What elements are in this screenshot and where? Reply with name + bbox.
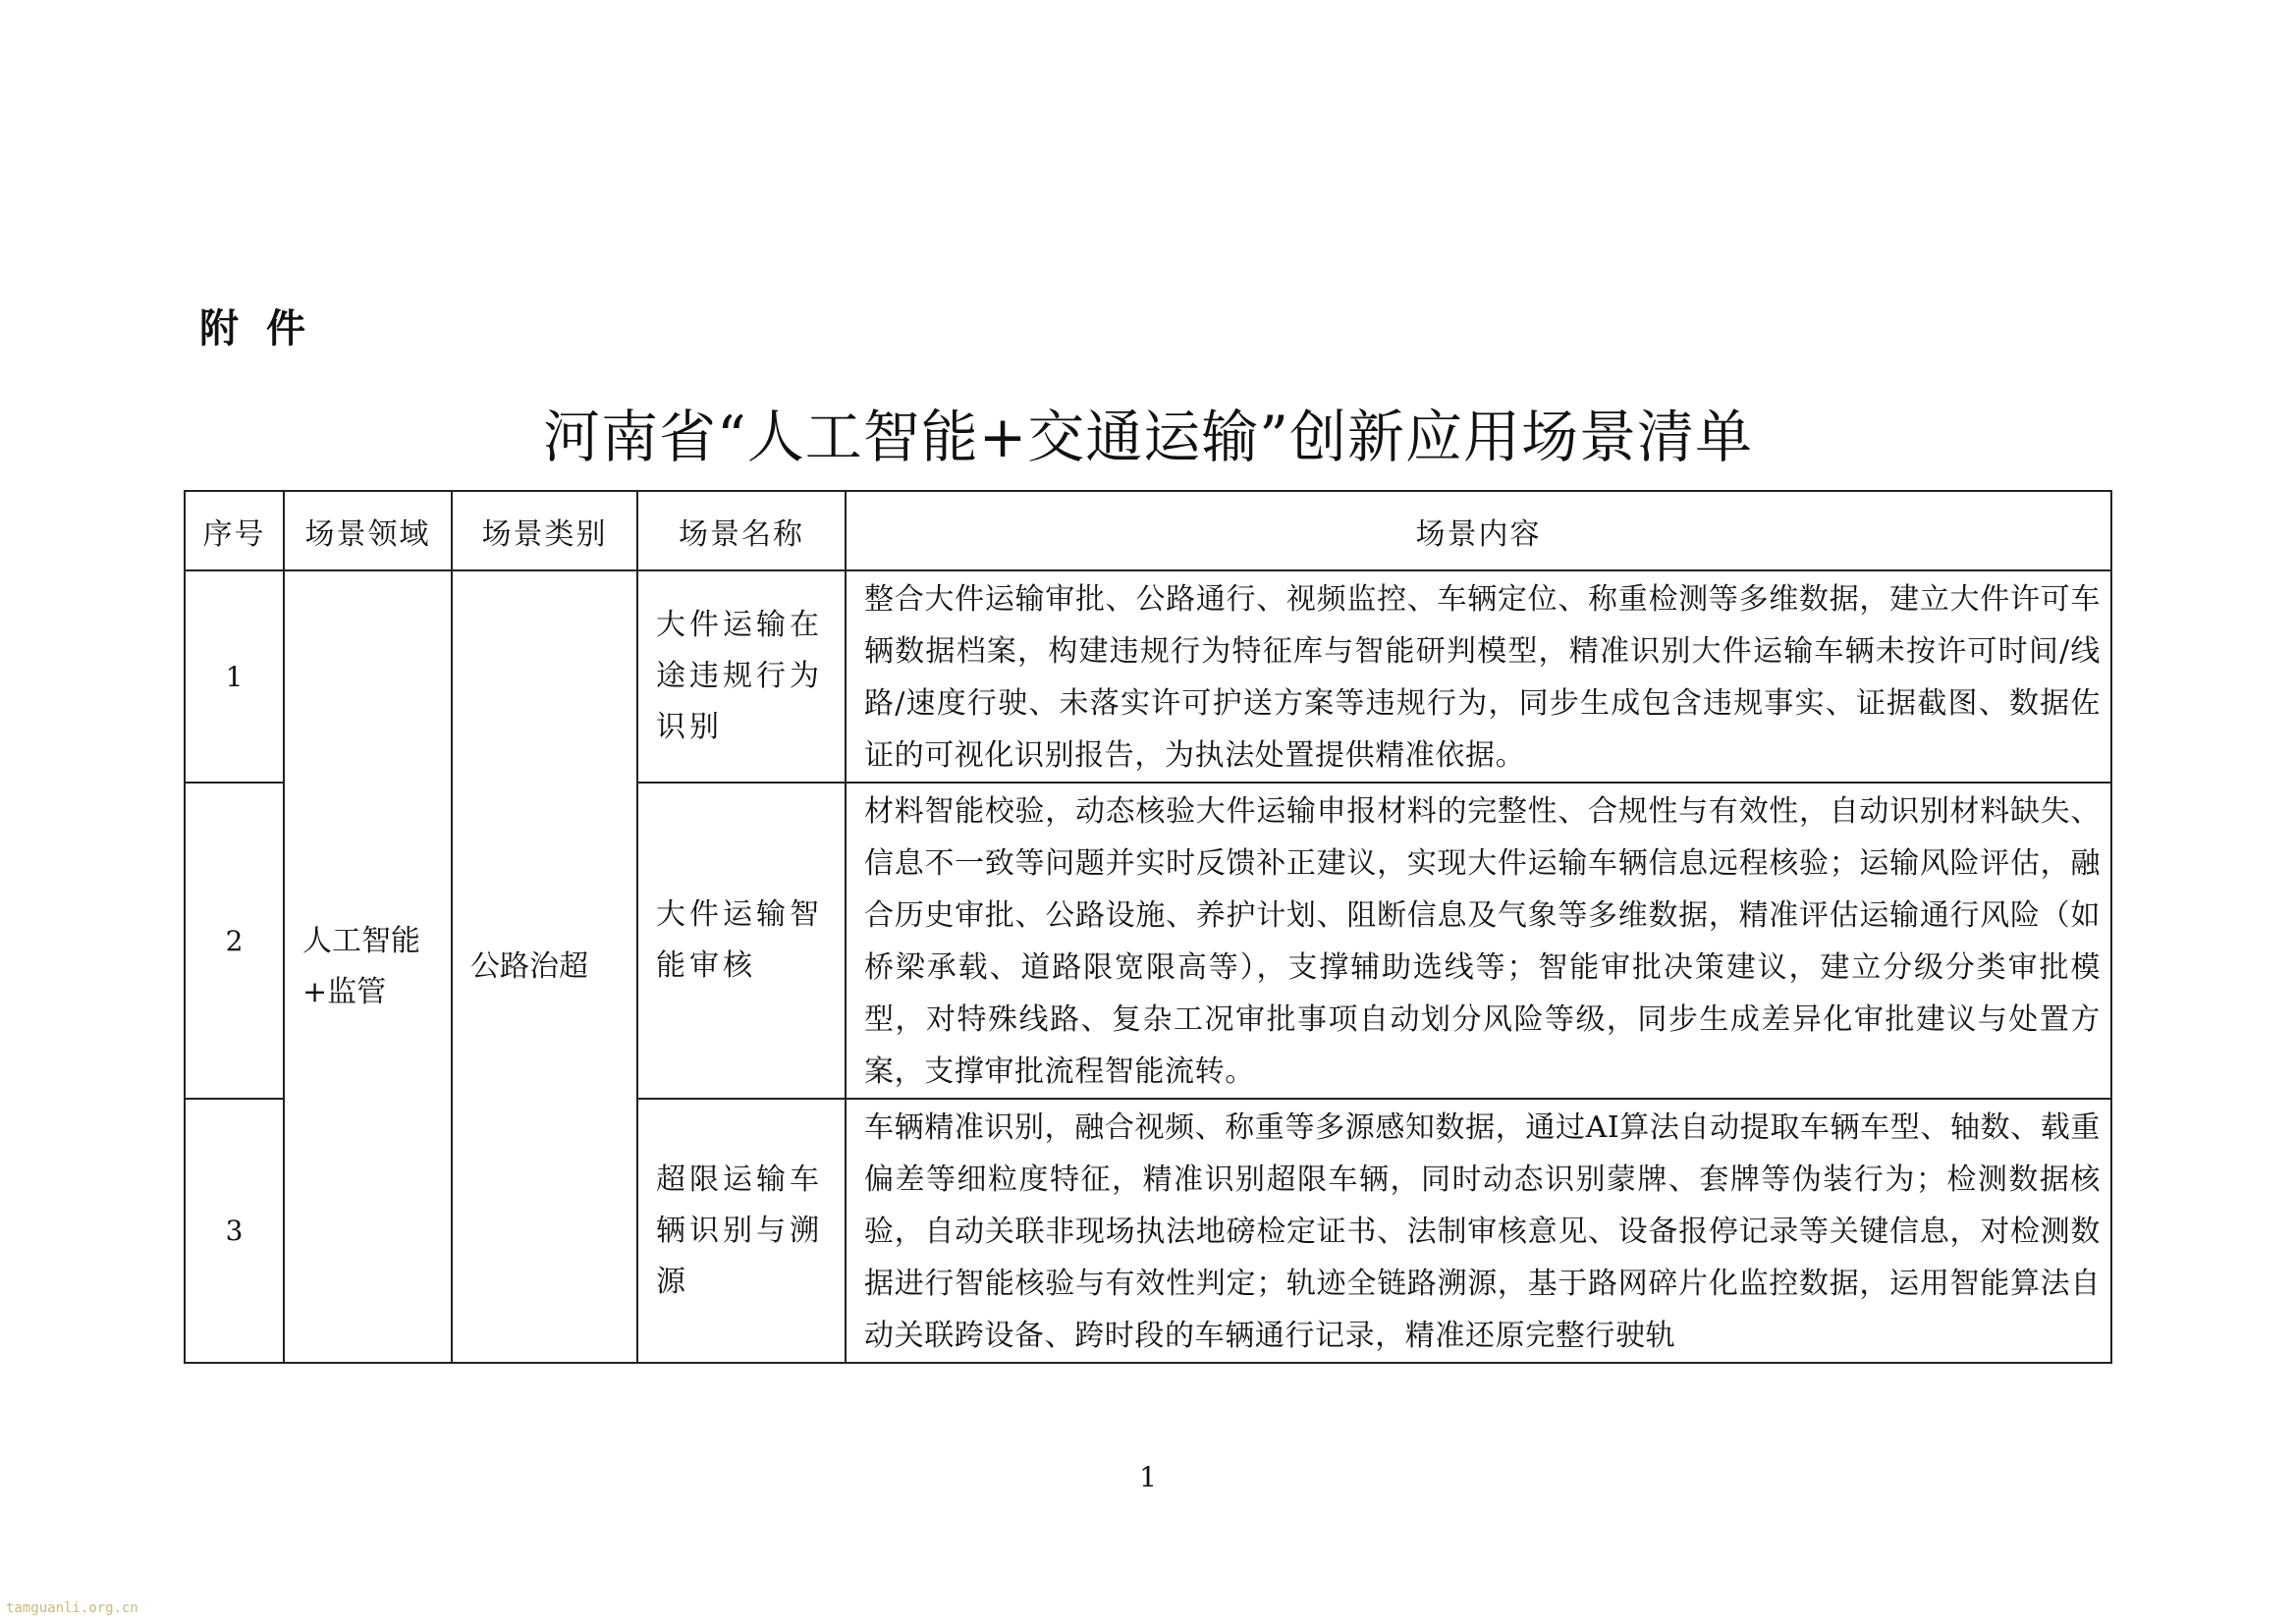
row-seq: 3: [185, 1099, 284, 1363]
scenario-category: 公路治超: [452, 570, 637, 1363]
scenario-field-cell: [284, 570, 452, 1363]
row-content: 材料智能校验，动态核验大件运输申报材料的完整性、合规性与有效性，自动识别材料缺失、信息不一致等问题并实时反馈补正建议，实现大件运输车辆信息远程核验；运输风险评估，融合历史审批、公路设施、养护计划、阻断信息及气象等多维数据，精准评估运输通行风险（如桥梁承载、道路限宽限高等），支撑辅助选线等；智能审批决策建议，建立分级分类审批模型，对特殊线路、复杂工况审批事项自动划分风险等级，同步生成差异化审批建议与处置方案，支撑审批流程智能流转。: [846, 783, 2111, 1099]
page-title: 河南省“人工智能+交通运输”创新应用场景清单: [543, 404, 1753, 470]
row-seq: 1: [185, 570, 284, 783]
table-row: [185, 570, 2111, 783]
row-name: 超限运输车辆识别与溯源: [637, 1099, 846, 1363]
scenario-table: [184, 490, 2112, 1364]
row-seq: 2: [185, 783, 284, 1099]
watermark: tamguanli.org.cn: [6, 1600, 138, 1616]
header-field: 场景领域: [284, 491, 452, 570]
page-number: 1: [1139, 1461, 1157, 1493]
row-content: 车辆精准识别，融合视频、称重等多源感知数据，通过AI算法自动提取车辆车型、轴数、载重偏差等细粒度特征，精准识别超限车辆，同时动态识别蒙牌、套牌等伪装行为；检测数据核验，自动关联非现场执法地磅检定证书、法制审核意见、设备报停记录等关键信息，对检测数据进行智能核验与有效性判定；轨迹全链路溯源，基于路网碎片化监控数据，运用智能算法自动关联跨设备、跨时段的车辆通行记录，精准还原完整行驶轨: [846, 1099, 2111, 1363]
row-name: 大件运输在途违规行为识别: [637, 570, 846, 783]
row-name: 大件运输智能审核: [637, 783, 846, 1099]
scenario-field: 人工智能+监管: [302, 923, 420, 1009]
header-name: 场景名称: [637, 491, 846, 570]
attachment-label: 附件: [199, 306, 333, 352]
header-category: 场景类别: [452, 491, 637, 570]
header-content: 场景内容: [846, 491, 2111, 570]
header-seq: 序号: [185, 491, 284, 570]
table-header-row: [185, 491, 2111, 570]
row-content: 整合大件运输审批、公路通行、视频监控、车辆定位、称重检测等多维数据，建立大件许可车辆数据档案，构建违规行为特征库与智能研判模型，精准识别大件运输车辆未按许可时间/线路/速度行驶、未落实许可护送方案等违规行为，同步生成包含违规事实、证据截图、数据佐证的可视化识别报告，为执法处置提供精准依据。: [846, 570, 2111, 783]
